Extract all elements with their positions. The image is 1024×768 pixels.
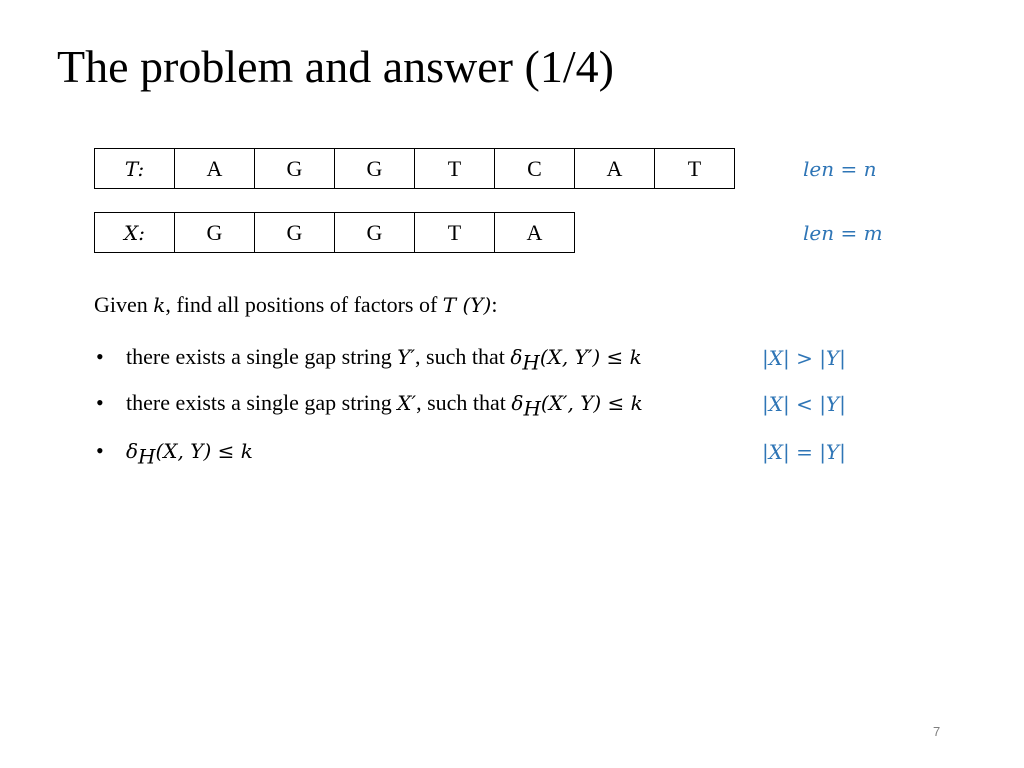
sequence-t-cell: A bbox=[175, 149, 255, 189]
sequence-t-label: T: bbox=[95, 149, 175, 189]
given-middle: , find all positions of factors of bbox=[165, 292, 443, 317]
bullet-delta-sub: H bbox=[523, 396, 541, 421]
bullet-condition-1: |X| > |Y| bbox=[762, 346, 846, 370]
sequence-t-cell: T bbox=[415, 149, 495, 189]
bullet-delta: δ bbox=[511, 391, 524, 415]
page-number: 7 bbox=[933, 724, 941, 739]
bullet-item-2 bbox=[96, 390, 643, 420]
length-note-n: len = n bbox=[803, 157, 877, 181]
bullet-symbol: • bbox=[96, 344, 104, 369]
sequence-t-row bbox=[94, 148, 735, 189]
bullet-condition-2: |X| < |Y| bbox=[762, 392, 846, 416]
bullet-gap-var: Y′ bbox=[397, 345, 416, 369]
given-suffix: : bbox=[491, 292, 498, 317]
bullet-expr: (X, Y′) ≤ k bbox=[539, 345, 642, 369]
slide-title: The problem and answer (1/4) bbox=[57, 41, 614, 92]
bullet-symbol: • bbox=[96, 438, 104, 463]
given-t: T bbox=[442, 293, 457, 317]
bullet-text-middle: , such that bbox=[416, 390, 512, 415]
sequence-x-cell: G bbox=[175, 213, 255, 253]
sequence-x-cell: G bbox=[255, 213, 335, 253]
sequence-t-cell: C bbox=[495, 149, 575, 189]
sequence-t-cell: G bbox=[335, 149, 415, 189]
length-note-m: len = m bbox=[803, 221, 883, 245]
sequence-x-cell: G bbox=[335, 213, 415, 253]
bullet-expr: (X, Y) ≤ k bbox=[155, 439, 253, 463]
sequence-x-label: X: bbox=[95, 213, 175, 253]
bullet-delta: δ bbox=[510, 345, 523, 369]
given-k: k bbox=[153, 293, 166, 317]
given-y: (Y) bbox=[456, 293, 492, 317]
bullet-text-prefix: there exists a single gap string bbox=[126, 344, 398, 369]
bullet-text-middle: , such that bbox=[415, 344, 511, 369]
sequence-t-cell: A bbox=[575, 149, 655, 189]
sequence-x-row bbox=[94, 212, 575, 253]
sequence-t-cell: G bbox=[255, 149, 335, 189]
bullet-delta-sub: H bbox=[522, 350, 540, 375]
given-prefix: Given bbox=[94, 292, 154, 317]
bullet-delta: δ bbox=[126, 439, 139, 463]
bullet-symbol: • bbox=[96, 390, 104, 415]
bullet-condition-3: |X| = |Y| bbox=[762, 440, 846, 464]
given-statement bbox=[94, 292, 497, 318]
bullet-text-prefix: there exists a single gap string bbox=[126, 390, 398, 415]
bullet-gap-var: X′ bbox=[397, 391, 417, 415]
bullet-item-3 bbox=[96, 438, 253, 468]
sequence-t-cell: T bbox=[655, 149, 735, 189]
bullet-expr: (X′, Y) ≤ k bbox=[540, 391, 643, 415]
bullet-delta-sub: H bbox=[138, 444, 156, 469]
bullet-item-1 bbox=[96, 344, 642, 374]
sequence-x-cell: A bbox=[495, 213, 575, 253]
sequence-x-cell: T bbox=[415, 213, 495, 253]
